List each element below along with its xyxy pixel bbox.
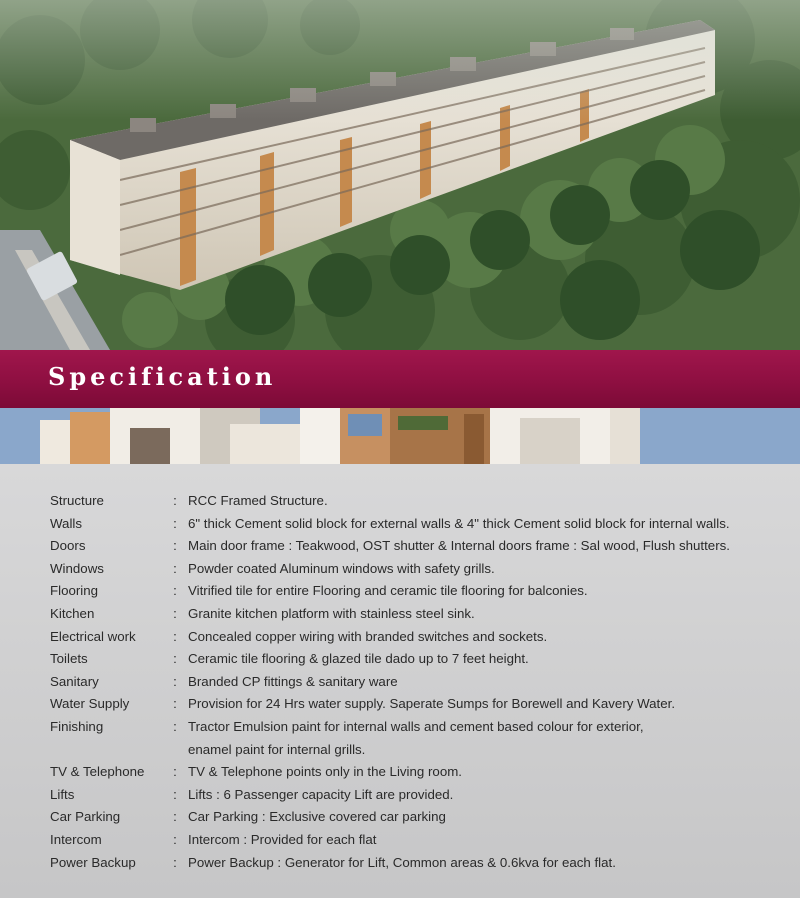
spec-value-line: Branded CP fittings & sanitary ware (188, 673, 398, 689)
spec-value (188, 716, 790, 761)
spec-value (188, 603, 790, 626)
spec-separator: : (173, 764, 177, 780)
spec-value (188, 784, 790, 807)
specification-panel (0, 464, 800, 898)
specification-banner (0, 350, 800, 408)
spec-label: Structure (50, 493, 104, 508)
spec-value-line: 6" thick Cement solid block for external walls & 4" thick Cement solid block for internal walls. (188, 515, 730, 531)
spec-row-water-supply (50, 693, 790, 716)
aerial-building-render (0, 0, 800, 350)
specification-list (50, 490, 790, 874)
spec-label: Windows (50, 560, 104, 576)
spec-row-power-backup (50, 852, 790, 875)
spec-value-line: RCC Framed Structure. (188, 493, 328, 508)
spec-value-line: Tractor Emulsion paint for internal walls and cement based colour for exterior, (188, 718, 644, 734)
spec-row-doors (50, 535, 790, 558)
spec-label: Electrical work (50, 628, 136, 644)
spec-separator: : (173, 605, 177, 621)
spec-separator: : (173, 651, 177, 667)
spec-value-line: Power Backup : Generator for Lift, Common areas & 0.6kva for each flat. (188, 854, 616, 870)
spec-label: Water Supply (50, 696, 130, 712)
spec-label: Intercom (50, 831, 102, 847)
spec-value (188, 806, 790, 829)
spec-label: Flooring (50, 583, 99, 599)
spec-label: TV & Telephone (50, 764, 145, 780)
spec-separator: : (173, 854, 177, 870)
spec-row-tv-telephone (50, 761, 790, 784)
spec-separator: : (173, 493, 177, 508)
spec-value-line: Concealed copper wiring with branded switches and sockets. (188, 628, 548, 644)
spec-value (188, 626, 790, 649)
spec-value-line: Car Parking : Exclusive covered car parking (188, 809, 446, 825)
spec-separator: : (173, 628, 177, 644)
spec-row-structure (50, 490, 790, 513)
page-title: Specification (48, 362, 277, 391)
spec-value (188, 558, 790, 581)
spec-separator: : (173, 696, 177, 712)
spec-row-windows (50, 558, 790, 581)
spec-value-line: Lifts : 6 Passenger capacity Lift are provided. (188, 786, 454, 802)
spec-row-electrical-work (50, 626, 790, 649)
spec-value (188, 829, 790, 852)
spec-row-flooring (50, 580, 790, 603)
spec-value-line: Ceramic tile flooring & glazed tile dado up to 7 feet height. (188, 651, 529, 667)
spec-value-line: Powder coated Aluminum windows with safety grills. (188, 560, 495, 576)
spec-label: Car Parking (50, 809, 121, 825)
spec-separator: : (173, 515, 177, 531)
spec-value (188, 693, 790, 716)
spec-value-line: Vitrified tile for entire Flooring and ceramic tile flooring for balconies. (188, 583, 588, 599)
spec-row-toilets (50, 648, 790, 671)
spec-value-line: Main door frame : Teakwood, OST shutter & Internal doors frame : Sal wood, Flush shutters. (188, 538, 730, 554)
spec-value-line: Intercom : Provided for each flat (188, 831, 377, 847)
spec-value-line: TV & Telephone points only in the Living room. (188, 764, 462, 780)
spec-label: Walls (50, 515, 83, 531)
spec-value-line: Provision for 24 Hrs water supply. Saperate Sumps for Borewell and Kavery Water. (188, 696, 676, 712)
spec-label: Toilets (50, 651, 88, 667)
spec-value (188, 535, 790, 558)
spec-separator: : (173, 538, 177, 554)
spec-separator: : (173, 718, 177, 734)
spec-label: Sanitary (50, 673, 99, 689)
spec-row-sanitary (50, 671, 790, 694)
spec-label: Power Backup (50, 854, 136, 870)
aerial-building-illustration (0, 0, 800, 350)
spec-separator: : (173, 583, 177, 599)
spec-separator: : (173, 809, 177, 825)
building-closeup-image (0, 408, 800, 464)
spec-separator: : (173, 673, 177, 689)
spec-separator: : (173, 786, 177, 802)
spec-value (188, 852, 790, 875)
spec-value (188, 671, 790, 694)
spec-label: Lifts (50, 786, 75, 802)
spec-row-lifts (50, 784, 790, 807)
spec-value (188, 761, 790, 784)
spec-value-line: enamel paint for internal grills. (188, 741, 366, 757)
spec-label: Finishing (50, 718, 104, 734)
spec-value-line: Granite kitchen platform with stainless steel sink. (188, 605, 475, 621)
spec-separator: : (173, 560, 177, 576)
spec-separator: : (173, 831, 177, 847)
spec-label: Kitchen (50, 605, 95, 621)
spec-label: Doors (50, 538, 86, 554)
spec-row-kitchen (50, 603, 790, 626)
spec-row-intercom (50, 829, 790, 852)
spec-row-car-parking (50, 806, 790, 829)
spec-value (188, 580, 790, 603)
building-closeup-illustration (0, 408, 800, 464)
spec-value (188, 513, 790, 536)
spec-row-walls (50, 513, 790, 536)
spec-row-finishing (50, 716, 790, 761)
spec-value (188, 648, 790, 671)
spec-value (188, 490, 790, 513)
